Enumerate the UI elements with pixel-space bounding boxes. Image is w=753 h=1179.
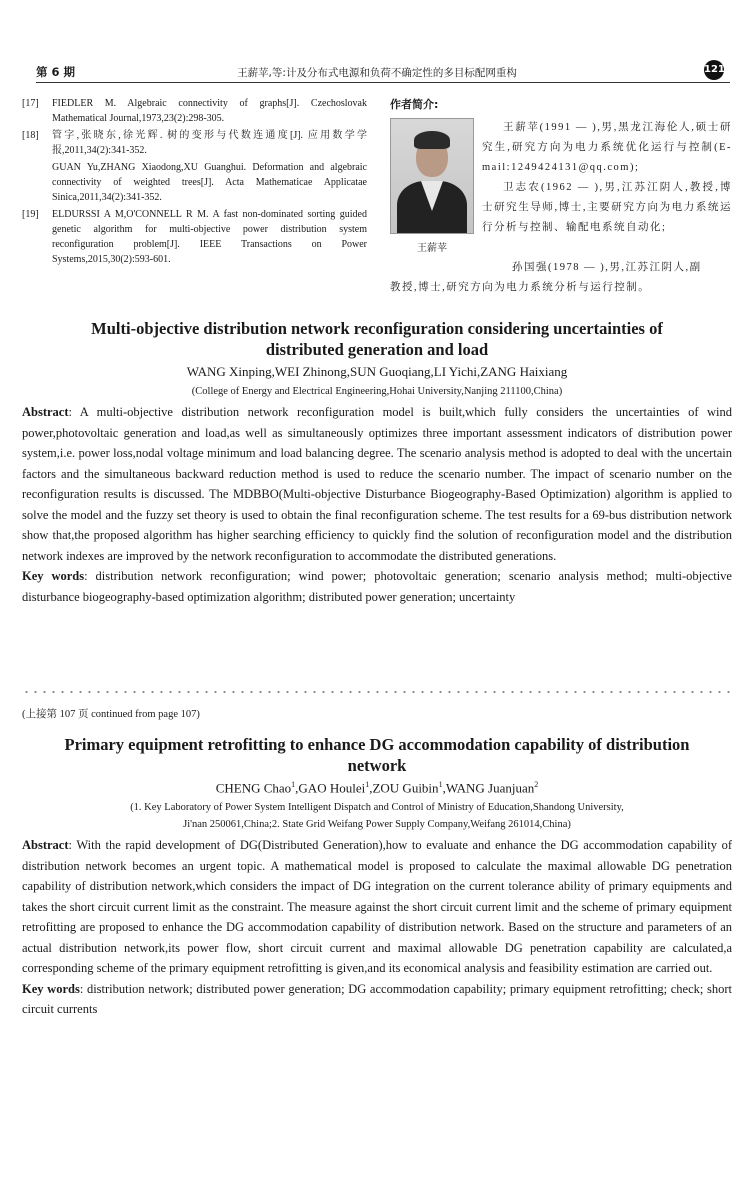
continued-note: (上接第 107 页 continued from page 107) [22, 709, 200, 720]
affiliation-line-1: (1. Key Laboratory of Power System Intelligent Dispatch and Control of Ministry of Education,Shandong University, [130, 802, 624, 814]
article-2-authors: CHENG Chao$^1$,GAO Houlei$^1$,ZOU Guibin$^1$,WANG Juanjuan$^2$ [215, 780, 539, 796]
author-name: ZOU Guibin [372, 780, 439, 796]
section-divider [22, 688, 732, 696]
author-bio-3 [390, 258, 732, 298]
author-photo-caption: 王薪苹 [417, 243, 447, 254]
author-bios [482, 118, 732, 238]
article-1-affiliation: (College of Energy and Electrical Engineering,Hohai University,Nanjing 211100,China) [191, 386, 563, 397]
abstract-text: : A multi-objective distribution network reconfiguration model is built,which fully considers the uncertainties of wind power,photovoltaic generation and load,as well as simultaneously optimizes three important assessment indicators of distribution power system,i.e. power loss,nodal voltage minimum and load balancing degree. The scenario analysis method is adopted to deal with the uncertain factors and the simultaneous backward reduction method is used to reduce the scenario number. The impact of scenario number on the reconfiguration results is discussed. The MDBBO(Multi-objective Disturbance Biogeography-Based Optimization) algorithm is applied to solve the model and the fuzzy set theory is used to obtain the final reconfiguration scheme. The test results for a 69-bus distribution network show that,the proposed algorithm has higher searching efficiency to quickly find the solution of reconfiguration model and the distribution network indexes are improved by the network reconfiguration to accommodate the distributed generations. [22, 405, 732, 563]
author-bio-1: 王薪苹(1991 — ),男,黑龙江海伦人,硕士研究生,研究方向为电力系统优化运行与控制(E-mail:1249424131@qq.com); [482, 122, 732, 173]
article-2-title: Primary equipment retrofitting to enhance DG accommodation capability of distribution network [64, 735, 690, 775]
abstract-text: : With the rapid development of DG(Distributed Generation),how to evaluate and enhance the DG accommodation capability of distribution network becomes an urgent topic. A mathematical model is proposed to calculate the maximal allowable DG penetration capability of distribution network,which considers the impact of DG integration on the current tolerance ability of primary equipments and takes the short circuit current limit as the constraint. The measure against the short circuit current limit and the scheme of primary equipment retrofitting are proposed to enhance the DG accommodation capability of distribution network. Based on the structure and parameters of an actual distribution network,its power flow, short circuit current and maximal allowable DG penetration capability are calculated,a corresponding scheme of the primary equipment retrofitting is given,and its economical analysis and feasibility estimation are carried out. [22, 838, 732, 976]
reference-text: GUAN Yu,ZHANG Xiaodong,XU Guanghui. Deformation and algebraic connectivity of weighted trees[J]. Acta Mathematicae Applicatae Sinica,2011,34(2):341-352. [52, 162, 367, 203]
article-2-affiliation [22, 799, 732, 833]
reference-item [22, 96, 367, 126]
article-2-abstract [22, 835, 732, 979]
running-title: 王薪苹,等:计及分布式电源和负荷不确定性的多目标配网重构 [237, 67, 517, 79]
photo-hair-shape [414, 131, 450, 149]
english-abstract-article-1 [22, 318, 732, 607]
author-intro-title: 作者简介: [390, 98, 439, 111]
article-2-keywords [22, 979, 732, 1020]
header-rule [36, 82, 730, 83]
reference-number [22, 160, 52, 205]
reference-number: [17] [22, 98, 39, 109]
page-number-badge: 121 [704, 60, 724, 80]
reference-number: [19] [22, 209, 39, 220]
reference-text: 管字,张晓东,徐光辉. 树的变形与代数连通度[J]. 应用数学学报,2011,34(2):341-352. [52, 130, 367, 156]
author-bio-3-line1: 孙国强(1978 — ),男,江苏江阴人,副 [512, 262, 702, 273]
english-abstract-article-2 [22, 734, 732, 1020]
reference-text: FIEDLER M. Algebraic connectivity of graphs[J]. Czechoslovak Mathematical Journal,1973,23(2):298-305. [52, 98, 367, 124]
article-1-authors: WANG Xinping,WEI Zhinong,SUN Guoqiang,LI Yichi,ZANG Haixiang [186, 364, 568, 379]
issue-label: 第 6 期 [36, 65, 76, 79]
abstract-label: Abstract [22, 405, 69, 419]
affiliation-sup: 1 [365, 780, 370, 789]
affiliation-sup: 1 [291, 780, 296, 789]
reference-list [22, 96, 367, 269]
author-bio-2: 卫志农(1962 — ),男,江苏江阴人,教授,博士研究生导师,博士,主要研究方向为电力系统运行分析与控制、输配电系统自动化; [482, 182, 732, 233]
author-name: WANG Juanjuan [445, 780, 535, 796]
keywords-label: Key words [22, 981, 80, 996]
affiliation-sup: 1 [438, 780, 443, 789]
keywords-text: : distribution network reconfiguration; wind power; photovoltaic generation; scenario analysis method; multi-objective disturbance biogeography-based optimization algorithm; distributed power generation; uncertainty [22, 569, 732, 604]
author-name: CHENG Chao [215, 780, 292, 796]
reference-item [22, 207, 367, 267]
affiliation-line-2: Ji'nan 250061,China;2. State Grid Weifang Power Supply Company,Weifang 261014,China) [183, 819, 571, 831]
reference-item [22, 128, 367, 158]
page-header [22, 62, 732, 82]
author-photo-block [390, 118, 474, 258]
keywords-text: : distribution network; distributed power generation; DG accommodation capability; primary equipment retrofitting; check; short circuit currents [22, 981, 733, 1017]
article-1-abstract [22, 402, 732, 566]
article-1-title: Multi-objective distribution network reconfiguration considering uncertainties of distributed generation and load [91, 319, 663, 359]
author-photo [390, 118, 474, 234]
article-1-keywords [22, 566, 732, 607]
author-name: GAO Houlei [298, 780, 366, 796]
author-introduction [390, 96, 732, 293]
reference-number: [18] [22, 130, 39, 141]
abstract-label: Abstract [22, 838, 69, 853]
affiliation-sup: 2 [534, 780, 539, 789]
keywords-label: Key words [22, 569, 85, 583]
reference-text: ELDURSSI A M,O'CONNELL R M. A fast non-dominated sorting guided genetic algorithm for multi-objective power distribution system reconfiguration problem[J]. IEEE Transactions on Power Systems,2015,30(2):593-601. [52, 209, 367, 265]
reference-item [22, 160, 367, 205]
author-bio-3-line2: 教授,博士,研究方向为电力系统分析与运行控制。 [390, 282, 651, 293]
